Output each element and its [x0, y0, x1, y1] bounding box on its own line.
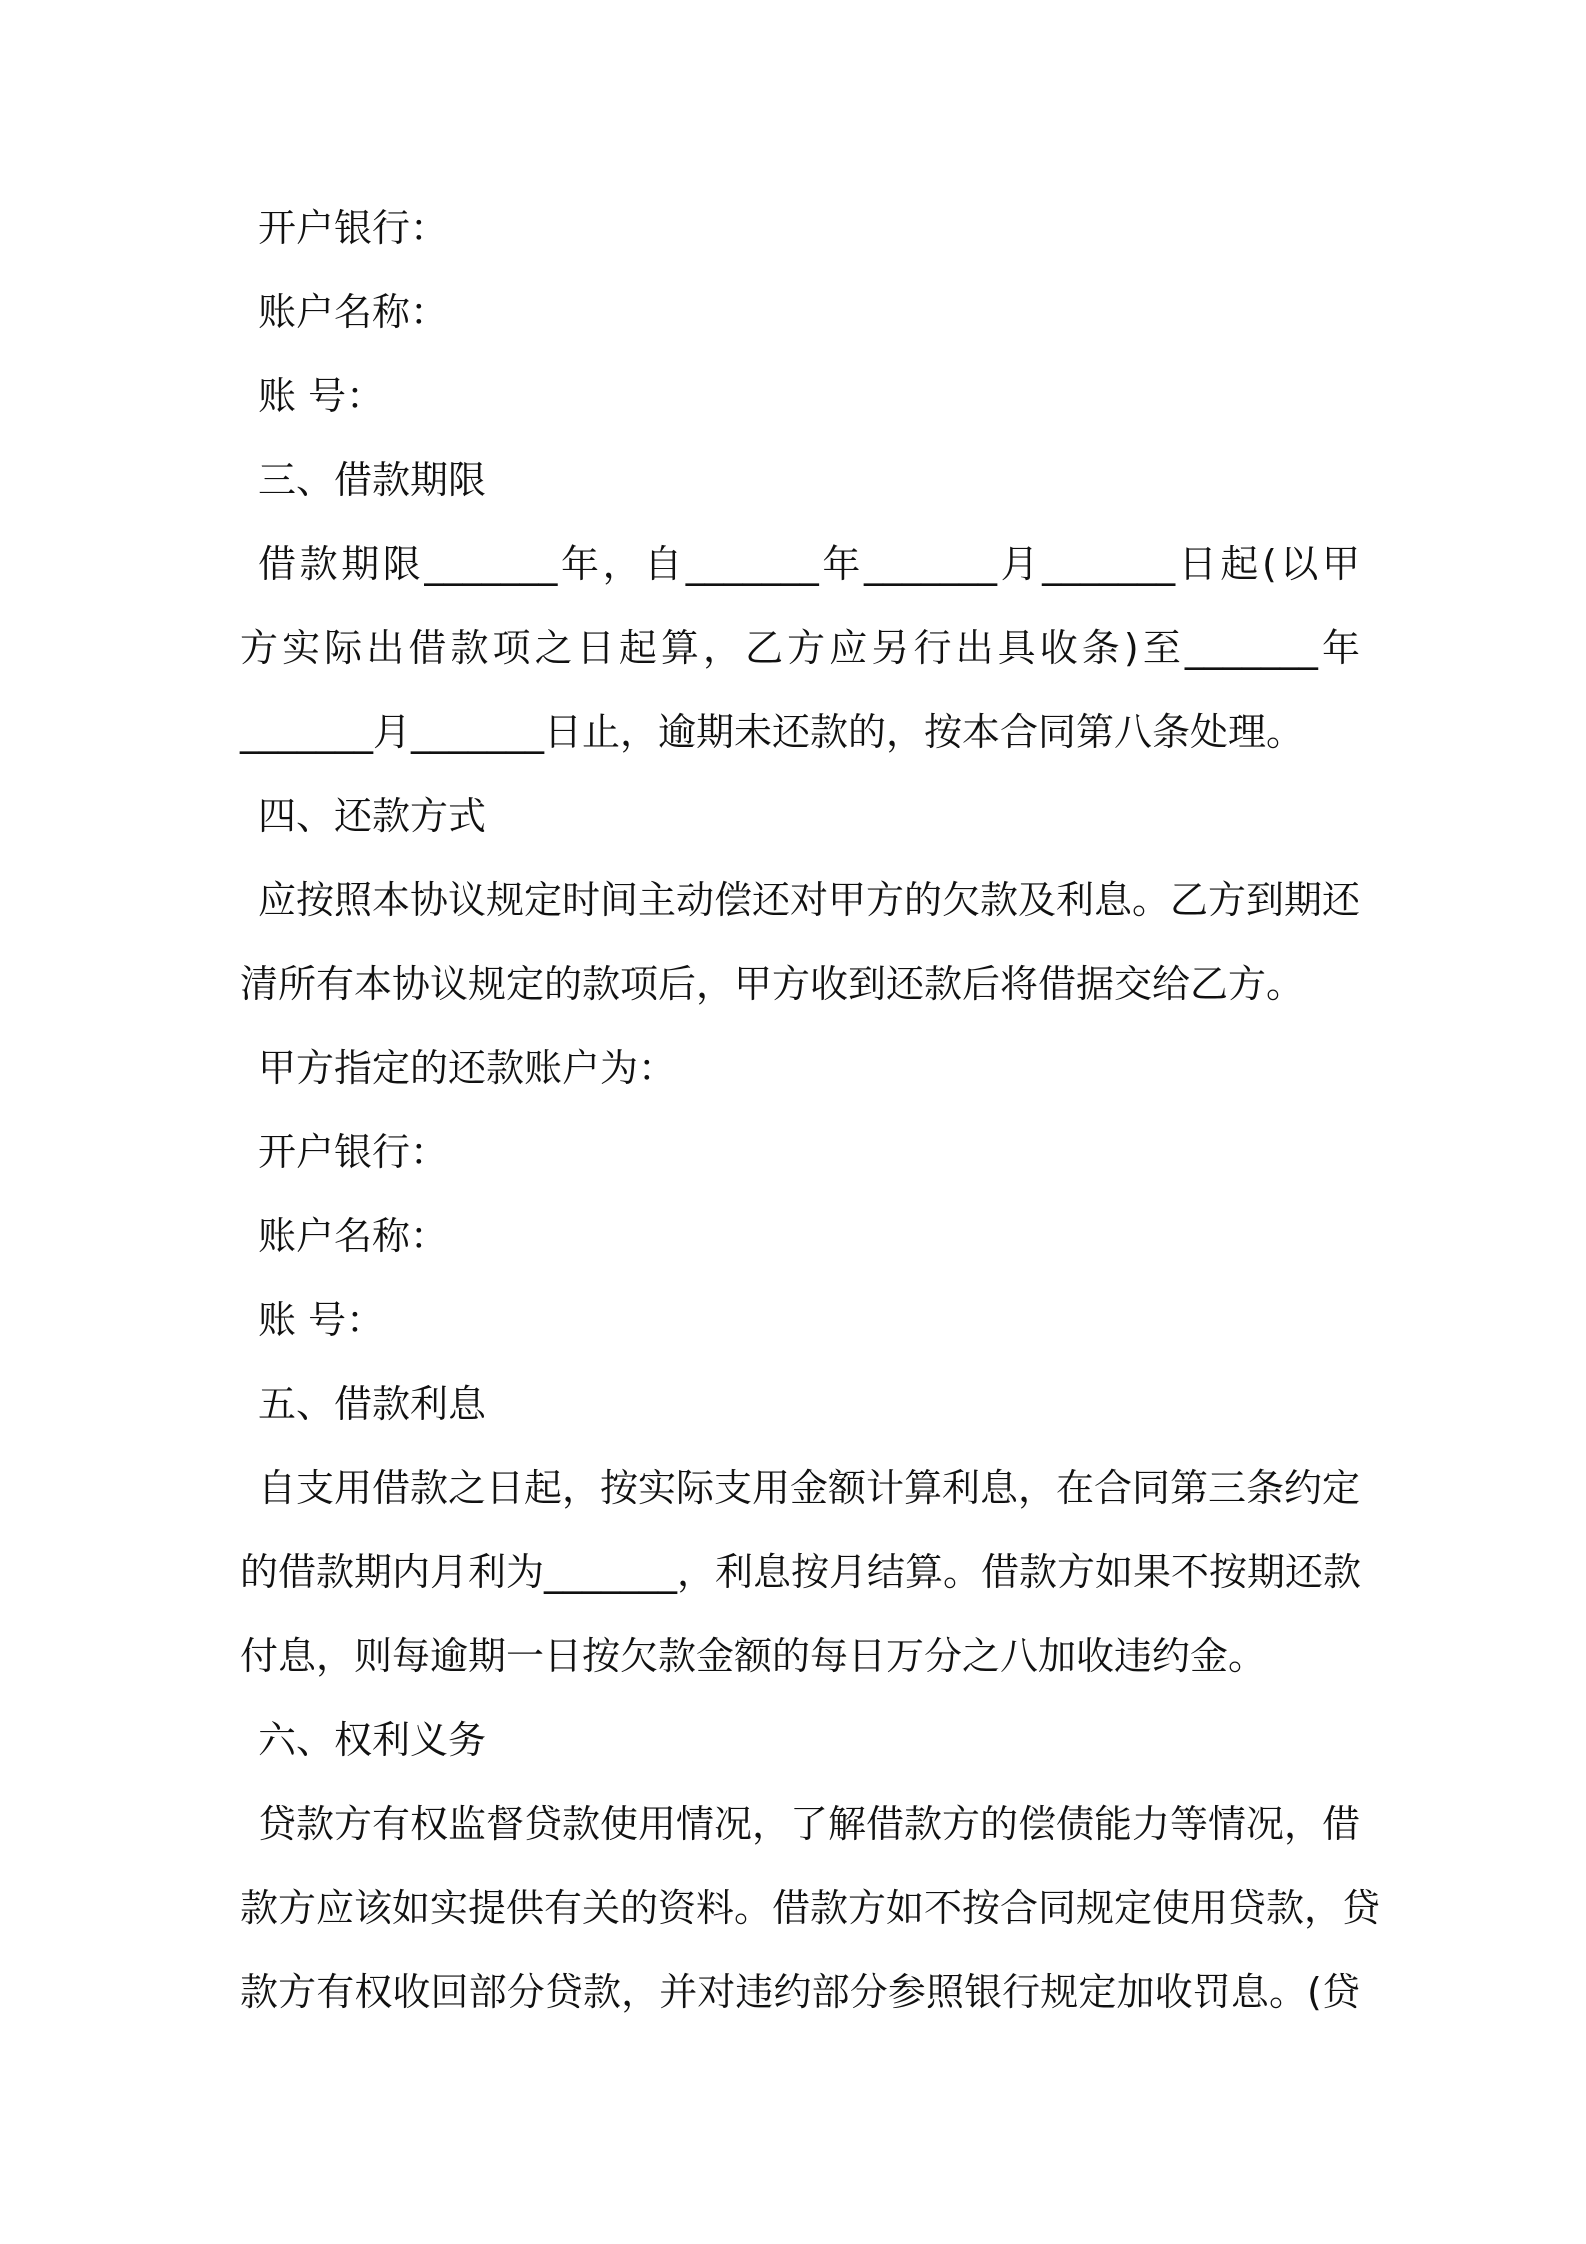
section-heading-rights-obligations: 六、权利义务: [258, 1718, 487, 1762]
field-account-number-1: 账 号：: [258, 374, 385, 418]
section-heading-repayment: 四、还款方式: [258, 794, 487, 838]
paragraph-line: 付息，则每逾期一日按欠款金额的每日万分之八加收违约金。: [240, 1634, 1267, 1678]
paragraph-line: 款方有权收回部分贷款，并对违约部分参照银行规定加收罚息。(贷: [240, 1970, 1360, 2014]
section-heading-loan-term: 三、借款期限: [258, 458, 487, 502]
paragraph-line: 甲方指定的还款账户为：: [258, 1046, 677, 1090]
section-heading-interest: 五、借款利息: [258, 1382, 487, 1426]
field-account-name-2: 账户名称：: [258, 1214, 449, 1258]
field-opening-bank-2: 开户银行：: [258, 1130, 449, 1174]
paragraph-line: 应按照本协议规定时间主动偿还对甲方的欠款及利息。乙方到期还: [258, 878, 1361, 922]
field-account-number-2: 账 号：: [258, 1298, 385, 1342]
field-account-name-1: 账户名称：: [258, 290, 449, 334]
field-opening-bank-1: 开户银行：: [258, 206, 449, 250]
paragraph-line: 清所有本协议规定的款项后，甲方收到还款后将借据交给乙方。: [240, 962, 1305, 1006]
paragraph-line: 自支用借款之日起，按实际支用金额计算利息，在合同第三条约定: [258, 1466, 1361, 1510]
paragraph-line: 借款期限_______年，自_______年_______月_______日起(以甲: [258, 542, 1360, 586]
paragraph-line: _______月_______日止，逾期未还款的，按本合同第八条处理。: [240, 710, 1305, 754]
paragraph-line: 方实际出借款项之日起算，乙方应另行出具收条)至_______年: [240, 626, 1360, 670]
paragraph-line: 贷款方有权监督贷款使用情况，了解借款方的偿债能力等情况，借: [258, 1802, 1361, 1846]
paragraph-line: 款方应该如实提供有关的资料。借款方如不按合同规定使用贷款，贷: [240, 1886, 1381, 1930]
paragraph-line: 的借款期内月利为_______，利息按月结算。借款方如果不按期还款: [240, 1550, 1362, 1594]
